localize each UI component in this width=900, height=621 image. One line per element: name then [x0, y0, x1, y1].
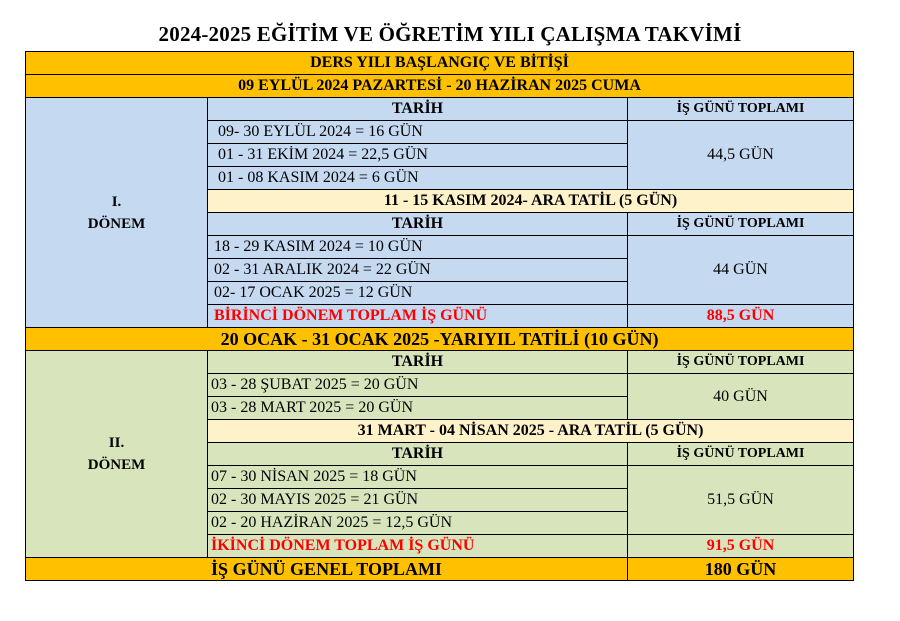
genel-total-value: 180 GÜN: [628, 558, 854, 581]
d1-row-5: 02 - 31 ARALIK 2024 = 22 GÜN: [208, 259, 628, 282]
d2-is-gunu-header-2: İŞ GÜNÜ TOPLAMI: [628, 443, 854, 466]
header-row-2: [26, 75, 854, 98]
header-line2: 09 EYLÜL 2024 PAZARTESİ - 20 HAZİRAN 2025 CUMA: [26, 75, 854, 98]
donem1-label-line1: I.: [111, 193, 122, 210]
d1-tarih-header-2: TARİH: [208, 213, 628, 236]
d1-row-4: 18 - 29 KASIM 2024 = 10 GÜN: [208, 236, 628, 259]
donem2-label-line2: DÖNEM: [87, 457, 146, 473]
d1-part1-total: 44,5 GÜN: [628, 121, 854, 190]
d2-col-header-row: [26, 351, 854, 374]
d1-total-value: 88,5 GÜN: [628, 305, 854, 328]
d2-ara-tatil: 31 MART - 04 NİSAN 2025 - ARA TATİL (5 GÜN): [208, 420, 854, 443]
d2-part2-total: 51,5 GÜN: [628, 466, 854, 535]
page-title: 2024-2025 EĞİTİM VE ÖĞRETİM YILI ÇALIŞMA TAKVİMİ: [158, 22, 742, 46]
d2-tarih-header: TARİH: [208, 351, 628, 374]
d2-total-value: 91,5 GÜN: [628, 535, 854, 558]
d1-is-gunu-header: İŞ GÜNÜ TOPLAMI: [628, 98, 854, 121]
calendar-table: [25, 51, 854, 581]
d2-row-4: 02 - 30 MAYIS 2025 = 21 GÜN: [208, 489, 628, 512]
yariyil-tatili: 20 OCAK - 31 OCAK 2025 -YARIYIL TATİLİ (10 GÜN): [26, 328, 854, 351]
d1-tarih-header: TARİH: [208, 98, 628, 121]
d2-total-label: İKİNCİ DÖNEM TOPLAM İŞ GÜNÜ: [208, 535, 628, 558]
d1-is-gunu-header-2: İŞ GÜNÜ TOPLAMI: [628, 213, 854, 236]
d2-row-3: 07 - 30 NİSAN 2025 = 18 GÜN: [208, 466, 628, 489]
d1-col-header-row: [26, 98, 854, 121]
d2-row-2: 03 - 28 MART 2025 = 20 GÜN: [208, 397, 628, 420]
d1-row-3: 01 - 08 KASIM 2024 = 6 GÜN: [208, 167, 628, 190]
genel-total-row: [26, 558, 854, 581]
d1-row-2: 01 - 31 EKİM 2024 = 22,5 GÜN: [208, 144, 628, 167]
d2-tarih-header-2: TARİH: [208, 443, 628, 466]
donem2-label-line1: II.: [108, 435, 125, 451]
d1-row-1: 09- 30 EYLÜL 2024 = 16 GÜN: [208, 121, 628, 144]
yariyil-row: [26, 328, 854, 351]
donem1-label: [26, 98, 208, 328]
d2-is-gunu-header: İŞ GÜNÜ TOPLAMI: [628, 351, 854, 374]
donem1-label-line2: DÖNEM: [87, 215, 146, 232]
genel-total-label: İŞ GÜNÜ GENEL TOPLAMI: [26, 558, 628, 581]
header-row-1: [26, 52, 854, 75]
header-line1: DERS YILI BAŞLANGIÇ VE BİTİŞİ: [26, 52, 854, 75]
d2-row-5: 02 - 20 HAZİRAN 2025 = 12,5 GÜN: [208, 512, 628, 535]
donem2-label: [26, 351, 208, 558]
d1-ara-tatil: 11 - 15 KASIM 2024- ARA TATİL (5 GÜN): [208, 190, 854, 213]
d2-row-1: 03 - 28 ŞUBAT 2025 = 20 GÜN: [208, 374, 628, 397]
d1-total-label: BİRİNCİ DÖNEM TOPLAM İŞ GÜNÜ: [208, 305, 628, 328]
d1-part2-total: 44 GÜN: [628, 236, 854, 305]
d2-part1-total: 40 GÜN: [628, 374, 854, 420]
d1-row-6: 02- 17 OCAK 2025 = 12 GÜN: [208, 282, 628, 305]
